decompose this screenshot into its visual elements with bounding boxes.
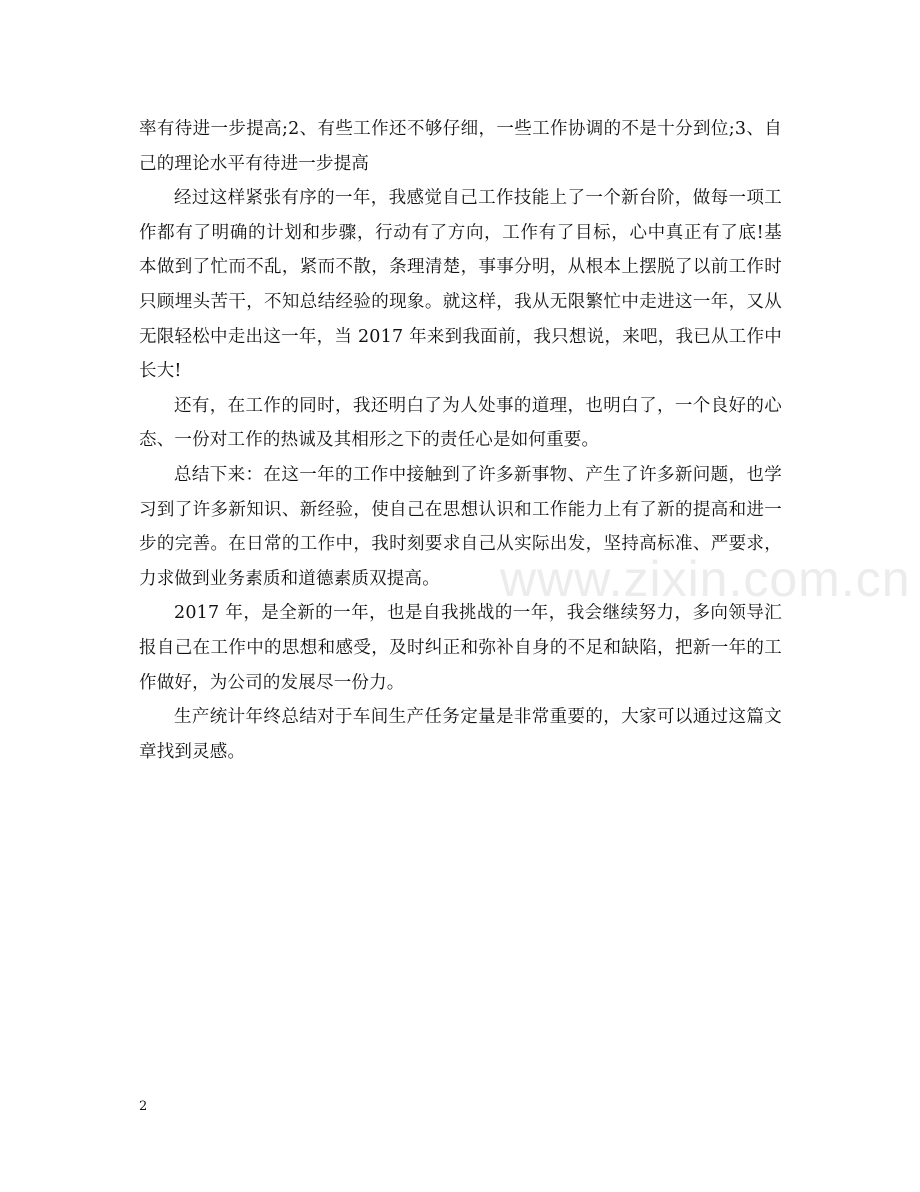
paragraph-2: 经过这样紧张有序的一年，我感觉自己工作技能上了一个新台阶，做每一项工作都有了明确的计划和步骤，行动有了方向，工作有了目标，心中真正有了底!基本做到了忙而不乱，紧而不散，条理清楚，事事分明，从根本上摆脱了以前工作时只顾埋头苦干，不知总结经验的现象。就这样，我从无限繁忙中走进这一年，又从无限轻松中走出这一年，当 2017 年来到我面前，我只想说，来吧，我已从工作中长大! bbox=[139, 188, 782, 382]
paragraph-4: 总结下来：在这一年的工作中接触到了许多新事物、产生了许多新问题，也学习到了许多新知识、新经验，使自己在思想认识和工作能力上有了新的提高和进一步的完善。在日常的工作中，我时刻要求自己从实际出发，坚持高标准、严要求，力求做到业务素质和道德素质双提高。 bbox=[139, 464, 782, 589]
paragraph-1: 率有待进一步提高;2、有些工作还不够仔细，一些工作协调的不是十分到位;3、自己的理论水平有待进一步提高 bbox=[139, 119, 782, 174]
paragraph-3: 还有，在工作的同时，我还明白了为人处事的道理，也明白了，一个良好的心态、一份对工作的热诚及其相形之下的责任心是如何重要。 bbox=[139, 395, 782, 451]
paragraph-6: 生产统计年终总结对于车间生产任务定量是非常重要的，大家可以通过这篇文章找到灵感。 bbox=[139, 707, 782, 762]
document-body bbox=[139, 112, 782, 769]
paragraph-5: 2017 年，是全新的一年，也是自我挑战的一年，我会继续努力，多向领导汇报自己在工作中的思想和感受，及时纠正和弥补自身的不足和缺陷，把新一年的工作做好，为公司的发展尽一份力。 bbox=[139, 603, 782, 693]
watermark: www.zixin.com.cn bbox=[500, 551, 911, 607]
page-number: 2 bbox=[139, 1099, 148, 1114]
